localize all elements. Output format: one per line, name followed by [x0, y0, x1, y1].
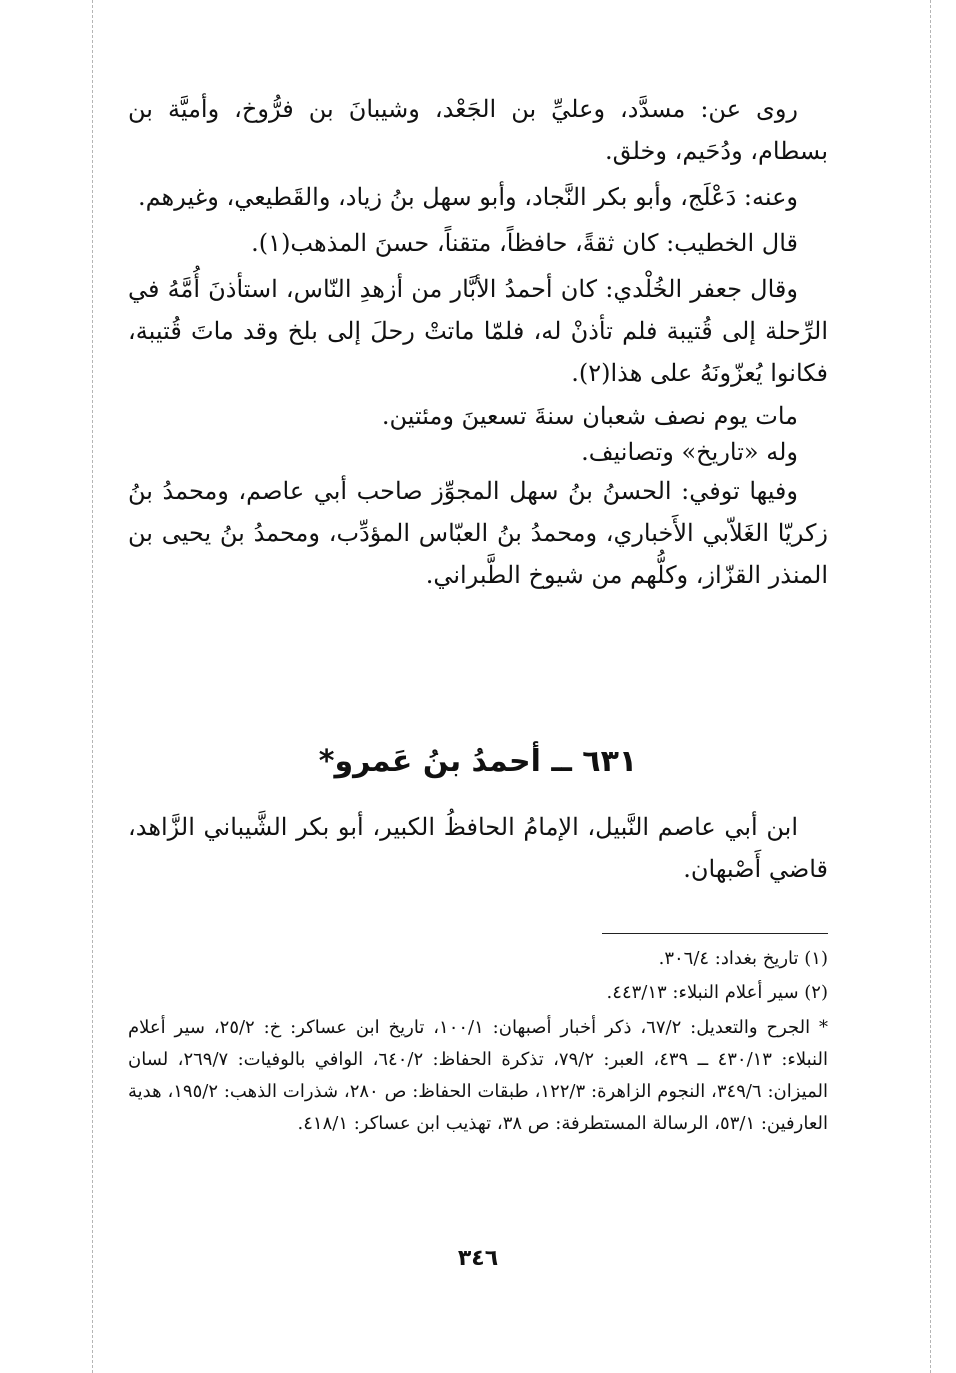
paragraph-death: مات يوم نصف شعبان سنةَ تسعينَ ومئتين. [381, 402, 798, 430]
page-edge-right [930, 0, 931, 1373]
page-number: ٣٤٦ [457, 1246, 499, 1271]
footnote-sources: * الجرح والتعديل: ٦٧/٢، ذكر أخبار أصبهان: ١٠٠/١، تاريخ ابن عساكر: خ: ٢٥/٢، سير أعلام النبلاء: ٤٣٠/١٣ ــ ٤٣٩، العبر: ٧٩/٢، تذكرة الحفاظ: ٦٤٠/٢، الوافي بالوفيات: ٢٦٩/٧، لسان الميزان: ٣٤٩/٦، النجوم الزاهرة: ١٢٢/٣، طبقات الحفاظ: ص ٢٨٠، شذرات الذهب: ١٩٥/٢، هدية العارفين: ٥٣/١، الرسالة المستطرفة: ص ٣٨، تهذيب ابن عساكر: ٤١٨/١. [128, 1017, 829, 1134]
paragraph-narrated-from: روى عن: مسدَّد، وعليِّ بن الجَعْد، وشيبانَ بن فرُّوخ، وأميَّة بن بسطام، ودُحَيم، وخلق. [128, 95, 828, 165]
paragraph-khatib: قال الخطيب: كان ثقةً، حافظاً، متقناً، حسنَ المذهب(١). [251, 229, 798, 257]
paragraph-khuldi: وقال جعفر الخُلْدي: كان أحمدُ الأبَّار من أزهدِ النّاس، استأذنَ أُمَّهُ في الرِّحلة إلى قُتيبة فلم تأذنْ له، فلمّا ماتتْ رحلَ إلى بلخ وقد ماتَ قُتيبة، فكانوا يُعزّونَهُ على هذا(٢). [128, 275, 828, 387]
entry-intro: ابن أبي عاصم النَّبيل، الإمامُ الحافظُ الكبير، أبو بكر الشَّيباني الزَّاهد، قاضي أَصْبهان. [128, 813, 828, 883]
main-text [128, 88, 828, 600]
footnote-2: (٢) سير أعلام النبلاء: ٤٤٣/١٣. [606, 982, 828, 1003]
footnotes [128, 944, 828, 1140]
footnote-1: (١) تاريخ بغداد: ٣٠٦/٤. [658, 948, 828, 969]
page-edge-left [92, 0, 93, 1373]
entry-body [128, 806, 828, 890]
footnote-separator [602, 933, 828, 934]
paragraph-deaths-that-year: وفيها توفي: الحسنُ بنُ سهل المجوِّز صاحب أبي عاصم، ومحمدُ بنُ زكريّا الغَلاّبي الأَخباري، ومحمدُ بنُ العبّاس المؤدِّب، ومحمدُ بنُ يحيى بن المنذر القزّاز، وكلُّهم من شيوخ الطَّبراني. [128, 477, 828, 589]
paragraph-works: وله «تاريخ» وتصانيف. [581, 438, 798, 466]
paragraph-narrated-by: وعنه: دَعْلَج، وأبو بكر النَّجاد، وأبو سهل بنُ زياد، والقَطيعي، وغيرهم. [137, 183, 798, 211]
entry-heading: ٦٣١ ــ أحمدُ بنُ عَمرو* [318, 744, 638, 779]
